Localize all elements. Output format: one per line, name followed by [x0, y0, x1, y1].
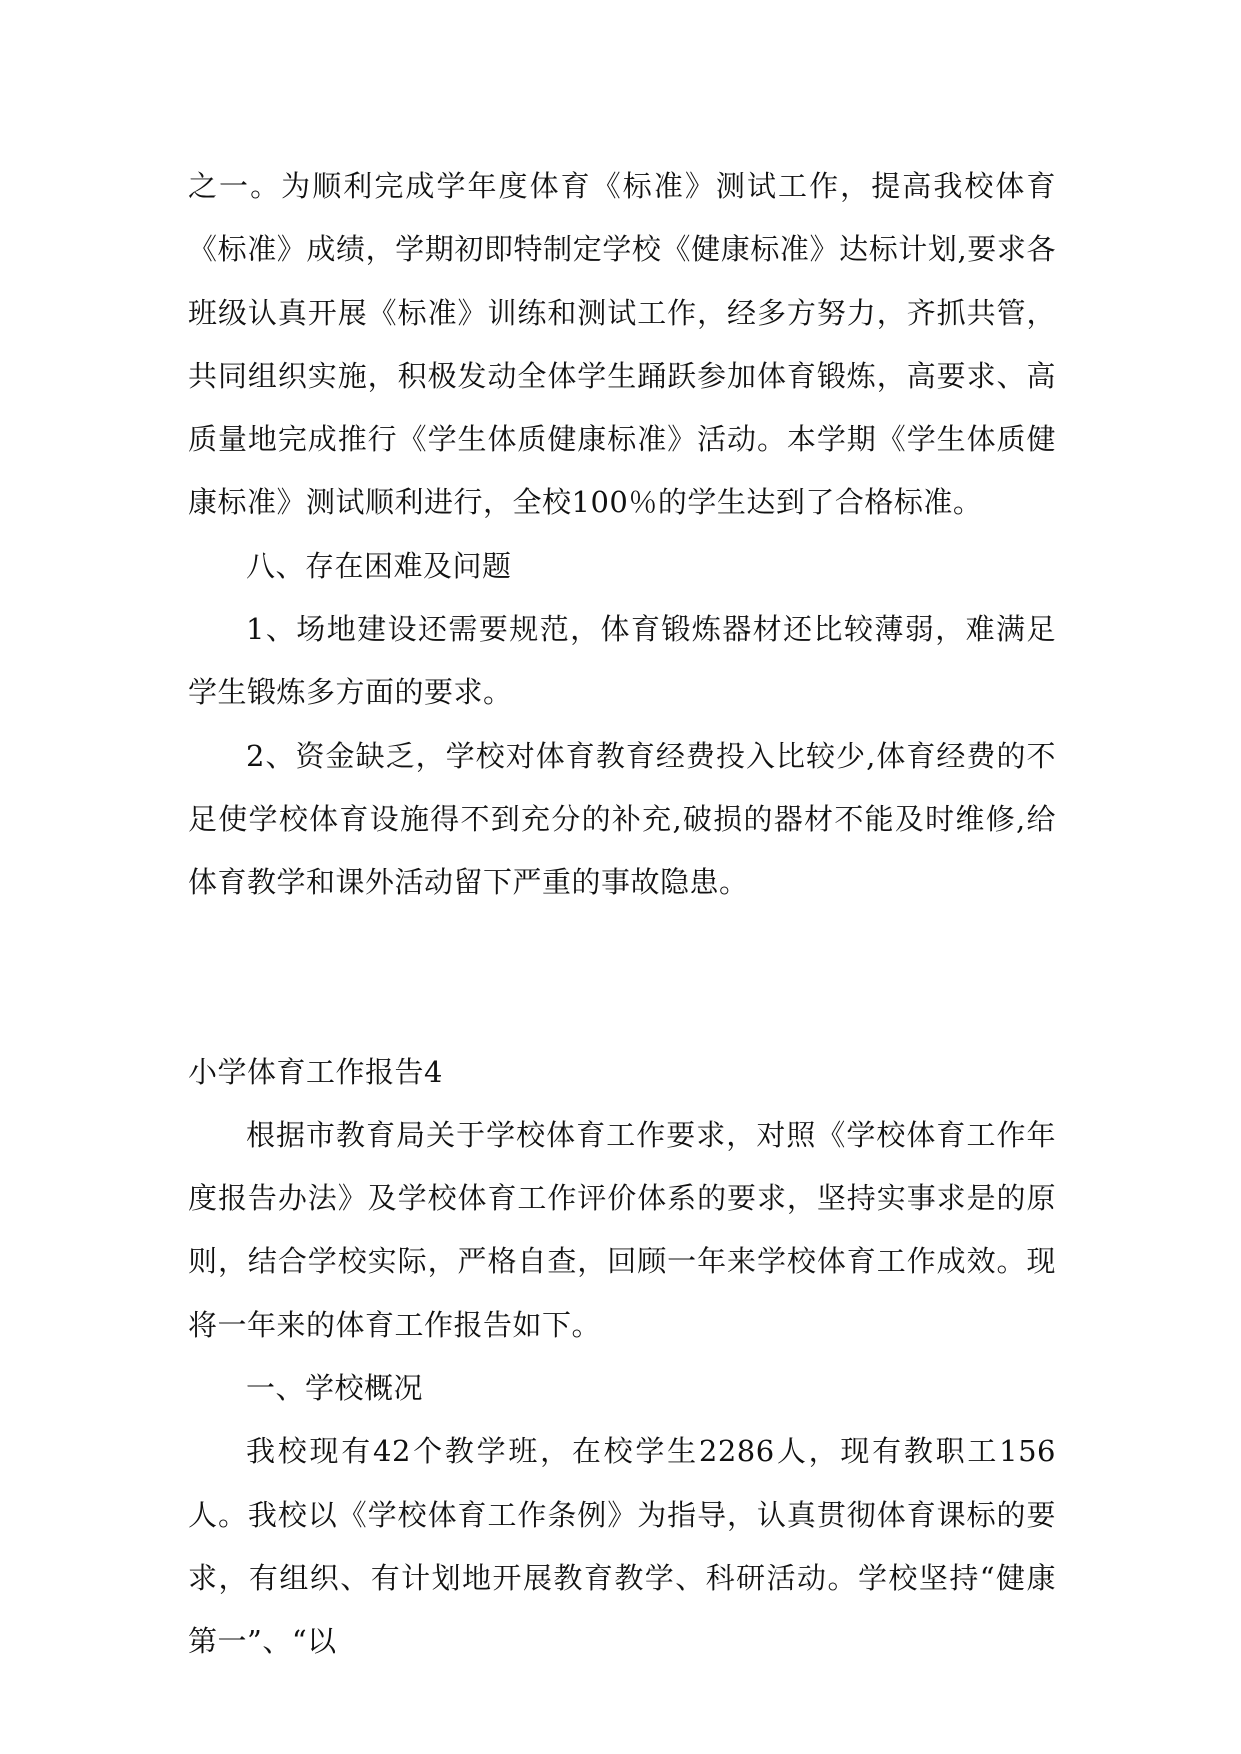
- heading-school-overview: 一、学校概况: [246, 1371, 424, 1406]
- paragraph-intro: 根据市教育局关于学校体育工作要求，对照《学校体育工作年度报告办法》及学校体育工作评价体系的要求，坚持实事求是的原则，结合学校实际，严格自查，回顾一年来学校体育工作成效。现将一年来的体育工作报告如下。: [188, 1117, 1056, 1342]
- paragraph-difficulty-1: 1、场地建设还需要规范，体育锻炼器材还比较薄弱，难满足学生锻炼多方面的要求。: [188, 612, 1056, 710]
- document-body: [188, 155, 1056, 1674]
- paragraph-standard-test: 之一。为顺利完成学年度体育《标准》测试工作，提高我校体育《标准》成绩，学期初即特制定学校《健康标准》达标计划,要求各班级认真开展《标准》训练和测试工作，经多方努力，齐抓共管，共同组织实施，积极发动全体学生踊跃参加体育锻炼，高要求、高质量地完成推行《学生体质健康标准》活动。本学期《学生体质健康标准》测试顺利进行，全校100％的学生达到了合格标准。: [188, 169, 1056, 520]
- section-spacer: [188, 915, 1056, 1041]
- paragraph-school-overview: 我校现有42个教学班，在校学生2286人，现有教职工156人。我校以《学校体育工作条例》为指导，认真贯彻体育课标的要求，有组织、有计划地开展教育教学、科研活动。学校坚持“健康第一”、“以: [188, 1434, 1056, 1659]
- section-title: 小学体育工作报告4: [188, 1054, 443, 1089]
- heading-difficulties: 八、存在困难及问题: [246, 548, 512, 583]
- paragraph-difficulty-2: 2、资金缺乏，学校对体育教育经费投入比较少,体育经费的不足使学校体育设施得不到充分的补充,破损的器材不能及时维修,给体育教学和课外活动留下严重的事故隐患。: [188, 738, 1056, 900]
